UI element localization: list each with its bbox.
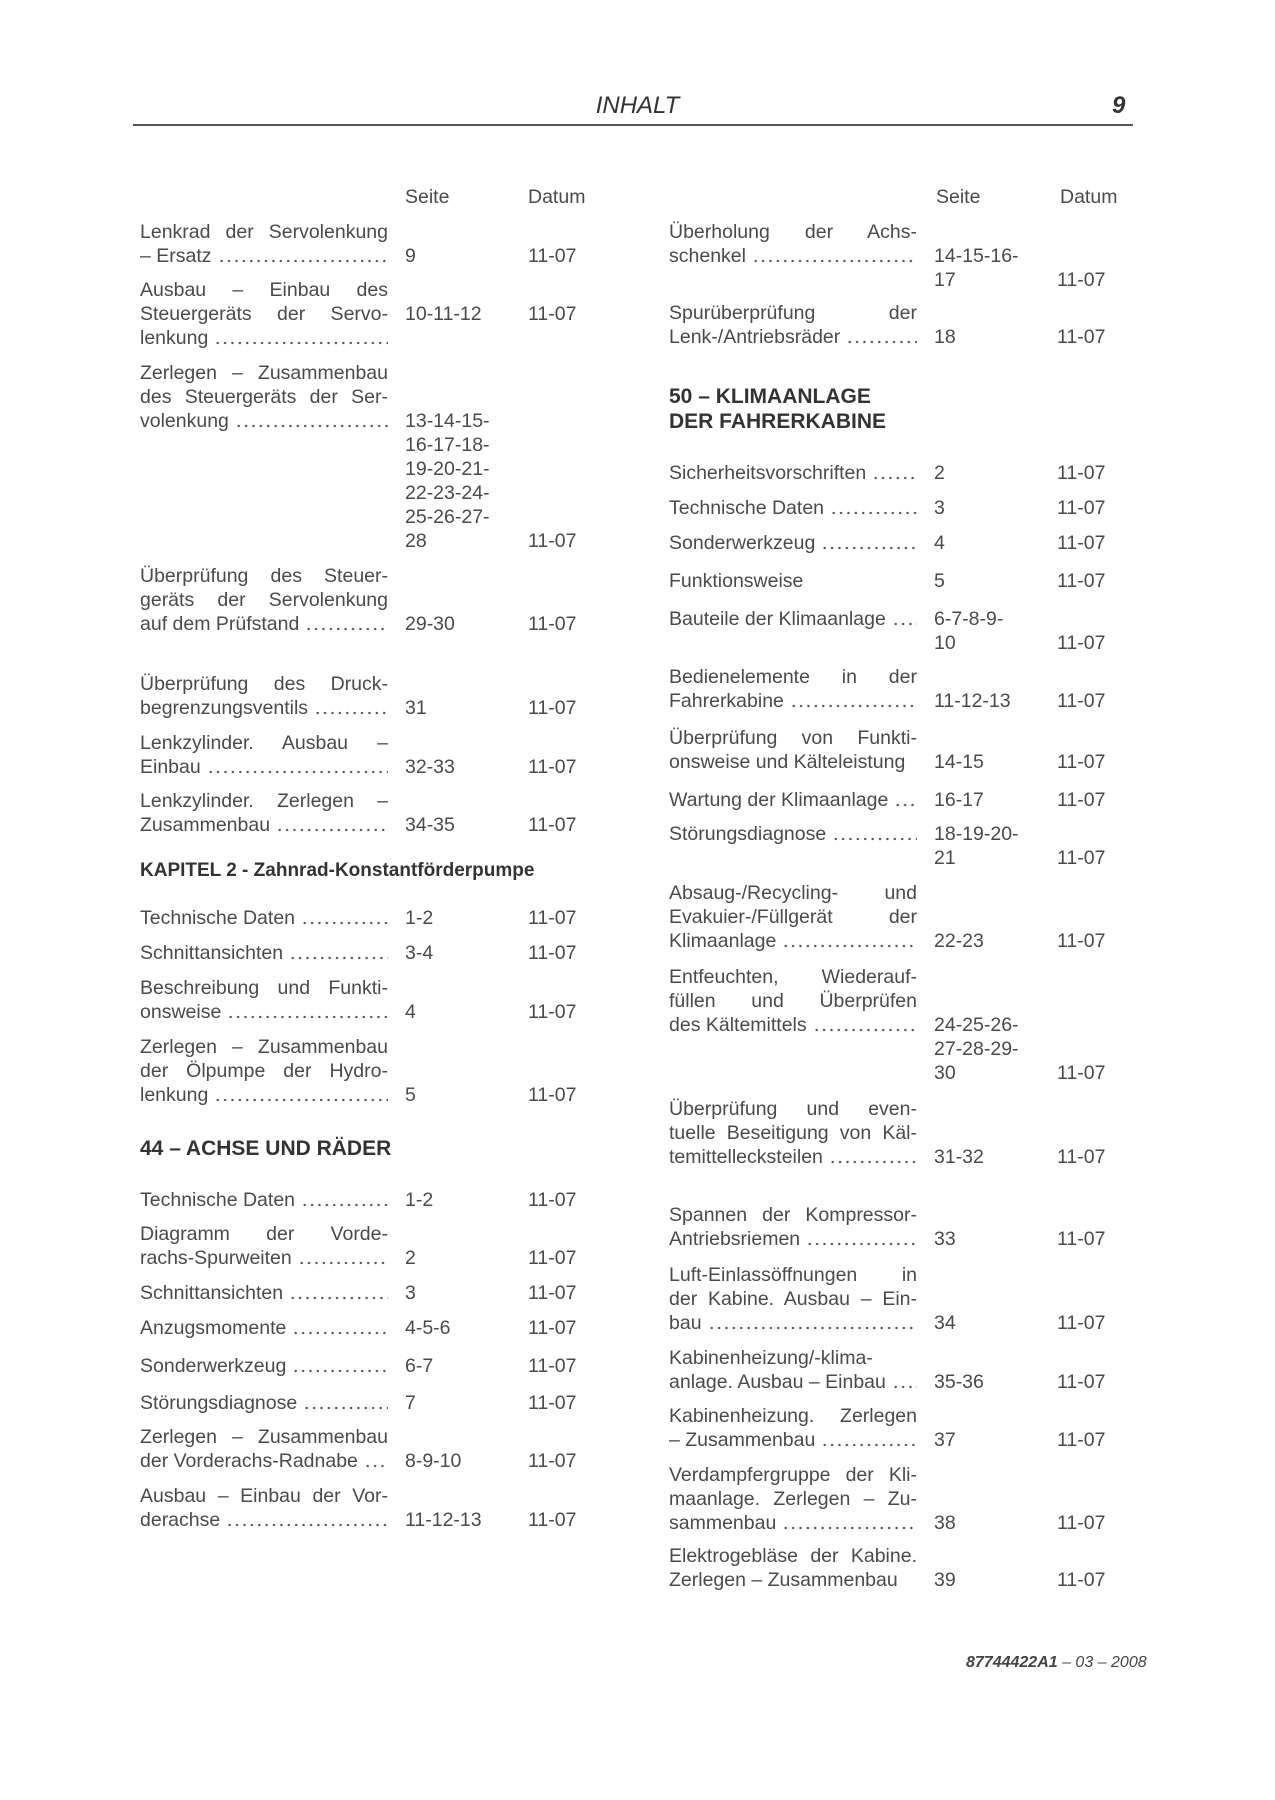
entry-title — [669, 822, 917, 846]
entry-title — [669, 665, 917, 713]
dot-leader — [364, 1449, 388, 1468]
entry-date: 11-07 — [1057, 1312, 1106, 1334]
entry-title-line: tuelle Beseitigung von Käl- — [669, 1122, 917, 1144]
entry-title — [140, 564, 388, 636]
entry-title-line — [669, 788, 917, 812]
entry-title-line — [140, 1449, 388, 1473]
entry-title-line: Überprüfung von Funkti- — [669, 727, 917, 749]
dot-leader — [292, 1316, 388, 1335]
entry-page: 13-14-15- — [405, 410, 490, 432]
entry-page: 32-33 — [405, 756, 455, 778]
entry-date: 11-07 — [1057, 690, 1106, 712]
entry-page: 7 — [405, 1392, 416, 1414]
dot-leader — [752, 244, 917, 263]
document-footer — [966, 1654, 1147, 1672]
entry-page: 21 — [934, 847, 956, 869]
section-heading-line: 50 – KLIMAANLAGE — [669, 385, 871, 408]
entry-title — [669, 607, 917, 631]
entry-page: 14-15-16- — [934, 245, 1019, 267]
entry-page: 34 — [934, 1312, 956, 1334]
entry-title-text: Technische Daten — [669, 497, 825, 519]
entry-title — [669, 1203, 917, 1251]
dot-leader — [214, 1083, 388, 1102]
dot-leader — [892, 607, 917, 626]
entry-title — [669, 569, 917, 593]
entry-title-line: Spurüberprüfung der — [669, 302, 917, 324]
entry-title-text: rachs-Spurweiten — [140, 1247, 292, 1269]
entry-title-text: lenkung — [140, 1084, 209, 1106]
entry-title-line — [140, 1281, 388, 1305]
dot-leader — [894, 788, 917, 807]
entry-title-line: Steuergeräts der Servo- — [140, 303, 388, 325]
entry-date: 11-07 — [1057, 570, 1106, 592]
entry-title-line: Überprüfung des Druck- — [140, 673, 388, 695]
page-header-title: INHALT — [595, 92, 680, 119]
entry-page: 38 — [934, 1512, 956, 1534]
entry-title-text: Schnittansichten — [140, 1282, 284, 1304]
entry-date: 11-07 — [528, 1317, 577, 1339]
entry-page: 1-2 — [405, 907, 434, 929]
entry-title-text: lenkung — [140, 327, 209, 349]
entry-title-line: Luft-Einlassöffnungen in — [669, 1264, 917, 1286]
dot-leader — [790, 689, 917, 708]
entry-title-text: – Ersatz — [140, 245, 212, 267]
entry-title — [669, 461, 917, 485]
entry-date: 11-07 — [1057, 1371, 1106, 1393]
entry-title-line: Diagramm der Vorde- — [140, 1223, 388, 1245]
entry-title — [669, 1263, 917, 1335]
entry-title-text: – Zusammenbau — [669, 1429, 816, 1451]
entry-title-line: Lenkzylinder. Zerlegen – — [140, 790, 388, 812]
entry-date: 11-07 — [1057, 1228, 1106, 1250]
entry-date: 11-07 — [1057, 1512, 1106, 1534]
entry-date: 11-07 — [528, 1084, 577, 1106]
entry-title-line — [140, 1188, 388, 1212]
entry-page: 37 — [934, 1429, 956, 1451]
entry-title — [669, 1097, 917, 1169]
entry-title-line — [669, 1568, 917, 1592]
entry-title-line — [669, 325, 917, 349]
entry-date: 11-07 — [528, 814, 577, 836]
entry-title-text: Funktionsweise — [669, 570, 804, 592]
entry-title — [140, 1354, 388, 1378]
dot-leader — [708, 1311, 917, 1330]
entry-page: 18 — [934, 326, 956, 348]
entry-title-line — [140, 906, 388, 930]
entry-title-line — [669, 1227, 917, 1251]
entry-page: 30 — [934, 1062, 956, 1084]
dot-leader — [829, 1145, 917, 1164]
entry-title-line — [669, 1145, 917, 1169]
entry-date: 11-07 — [1057, 930, 1106, 952]
dot-leader — [289, 1281, 388, 1300]
entry-title — [669, 1463, 917, 1535]
entry-title — [140, 906, 388, 930]
entry-page: 22-23 — [934, 930, 984, 952]
entry-title-text: onsweise — [140, 1001, 222, 1023]
column-header-datum: Datum — [1060, 186, 1118, 208]
entry-page: 5 — [934, 570, 945, 592]
dot-leader — [276, 813, 388, 832]
entry-title-text: temittellecksteilen — [669, 1146, 823, 1168]
dot-leader — [226, 1508, 388, 1527]
entry-title-text: Zusammenbau — [140, 814, 271, 836]
entry-title-line — [140, 941, 388, 965]
dot-leader — [846, 325, 917, 344]
entry-title-line: des Steuergeräts der Ser- — [140, 386, 388, 408]
entry-date: 11-07 — [1057, 1062, 1106, 1084]
entry-title — [140, 1425, 388, 1473]
entry-title-line — [669, 607, 917, 631]
entry-title-line: füllen und Überprüfen — [669, 990, 917, 1012]
entry-title-line — [140, 1246, 388, 1270]
dot-leader — [782, 929, 917, 948]
entry-page: 17 — [934, 269, 956, 291]
entry-title-line — [669, 689, 917, 713]
entry-title-line — [669, 1370, 917, 1394]
column-header-seite: Seite — [405, 186, 450, 208]
entry-page: 3 — [934, 497, 945, 519]
entry-title-line: der Ölpumpe der Hydro- — [140, 1060, 388, 1082]
entry-title — [140, 1188, 388, 1212]
dot-leader — [301, 906, 388, 925]
entry-title-line — [140, 244, 388, 268]
entry-date: 11-07 — [528, 1355, 577, 1377]
dot-leader — [821, 531, 917, 550]
entry-title-line: Überprüfung des Steuer- — [140, 565, 388, 587]
entry-page: 3-4 — [405, 942, 434, 964]
entry-title-line — [140, 612, 388, 636]
dot-leader — [305, 612, 388, 631]
section-heading — [669, 384, 886, 434]
entry-page: 25-26-27- — [405, 506, 490, 528]
section-heading — [140, 860, 534, 882]
entry-date: 11-07 — [1057, 269, 1106, 291]
entry-title — [669, 726, 917, 774]
entry-title-text: schenkel — [669, 245, 746, 267]
entry-title — [140, 731, 388, 779]
entry-title-line: Entfeuchten, Wiederauf- — [669, 966, 917, 988]
dot-leader — [218, 244, 388, 263]
column-header-seite: Seite — [936, 186, 981, 208]
entry-title — [669, 1544, 917, 1592]
entry-page: 11-12-13 — [934, 690, 1011, 712]
entry-title-text: Fahrerkabine — [669, 690, 784, 712]
entry-page: 19-20-21- — [405, 458, 490, 480]
entry-title-line — [669, 822, 917, 846]
page-number: 9 — [1112, 92, 1126, 119]
dot-leader — [314, 696, 388, 715]
dot-leader — [303, 1391, 388, 1410]
entry-title-line — [140, 1508, 388, 1532]
entry-title-line — [669, 1428, 917, 1452]
entry-title-line: Überprüfung und even- — [669, 1098, 917, 1120]
entry-title — [669, 881, 917, 953]
entry-title-line — [140, 1316, 388, 1340]
dot-leader — [214, 326, 388, 345]
dot-leader — [782, 1511, 917, 1530]
entry-title-line: Kabinenheizung/-klima- — [669, 1347, 873, 1369]
section-heading-line: 44 – ACHSE UND RÄDER — [140, 1137, 392, 1160]
entry-page: 34-35 — [405, 814, 455, 836]
entry-date: 11-07 — [528, 942, 577, 964]
entry-page: 24-25-26- — [934, 1014, 1019, 1036]
entry-page: 39 — [934, 1569, 956, 1591]
entry-page: 8-9-10 — [405, 1450, 462, 1472]
entry-title-text: begrenzungsventils — [140, 697, 309, 719]
entry-title — [140, 1222, 388, 1270]
entry-title-text: sammenbau — [669, 1512, 777, 1534]
entry-date: 11-07 — [528, 907, 577, 929]
entry-date: 11-07 — [528, 530, 577, 552]
entry-date: 11-07 — [528, 1450, 577, 1472]
entry-title-line: Lenkrad der Servolenkung — [140, 221, 388, 243]
entry-page: 6-7-8-9- — [934, 608, 1004, 630]
entry-title-text: der Vorderachs-Radnabe — [140, 1450, 358, 1472]
entry-title — [140, 1316, 388, 1340]
entry-title-line: Ausbau – Einbau des — [140, 279, 388, 301]
entry-title-line — [669, 531, 917, 555]
entry-title — [140, 361, 388, 433]
dot-leader — [292, 1354, 388, 1373]
dot-leader — [301, 1188, 388, 1207]
entry-title-line: Absaug-/Recycling- und — [669, 882, 917, 904]
entry-title-text: Störungsdiagnose — [140, 1392, 298, 1414]
dot-leader — [830, 496, 917, 515]
entry-title-line — [669, 1511, 917, 1535]
entry-title-line: Beschreibung und Funkti- — [140, 977, 388, 999]
entry-page: 29-30 — [405, 613, 455, 635]
entry-date: 11-07 — [1057, 1569, 1106, 1591]
entry-title — [140, 789, 388, 837]
entry-title-text: Sonderwerkzeug — [669, 532, 816, 554]
entry-page: 28 — [405, 530, 427, 552]
entry-title-text: Sicherheitsvorschriften — [669, 462, 867, 484]
dot-leader — [227, 1000, 388, 1019]
section-heading — [140, 1136, 391, 1161]
entry-title-text: Technische Daten — [140, 1189, 296, 1211]
entry-title-text: Anzugsmomente — [140, 1317, 287, 1339]
entry-title-text: Zerlegen – Zusammenbau — [669, 1569, 898, 1591]
entry-title-text: Bauteile der Klimaanlage — [669, 608, 886, 630]
entry-title-text: Lenk-/Antriebsräder — [669, 326, 841, 348]
entry-title-text: derachse — [140, 1509, 221, 1531]
entry-title — [669, 220, 917, 268]
dot-leader — [289, 941, 388, 960]
entry-title — [140, 220, 388, 268]
entry-page: 27-28-29- — [934, 1038, 1019, 1060]
entry-title-line — [140, 813, 388, 837]
entry-title — [669, 1346, 917, 1394]
entry-title-text: auf dem Prüfstand — [140, 613, 300, 635]
entry-title-line — [669, 929, 917, 953]
dot-leader — [813, 1013, 917, 1032]
entry-page: 2 — [405, 1247, 416, 1269]
entry-date: 11-07 — [528, 1392, 577, 1414]
document-number: 87744422A1 — [966, 1654, 1058, 1671]
entry-title-line — [140, 696, 388, 720]
entry-title-line: geräts der Servolenkung — [140, 589, 388, 611]
entry-title-text: volenkung — [140, 410, 229, 432]
entry-date: 11-07 — [528, 756, 577, 778]
entry-title-line — [669, 244, 917, 268]
entry-title — [140, 1281, 388, 1305]
entry-title-text: des Kältemittels — [669, 1014, 807, 1036]
section-heading-line: DER FAHRERKABINE — [669, 410, 887, 433]
entry-title-text: Wartung der Klimaanlage — [669, 789, 889, 811]
entry-date: 11-07 — [528, 245, 577, 267]
entry-date: 11-07 — [528, 1282, 577, 1304]
entry-date: 11-07 — [528, 1247, 577, 1269]
entry-page: 2 — [934, 462, 945, 484]
entry-date: 11-07 — [528, 303, 577, 325]
entry-page: 4 — [934, 532, 945, 554]
entry-title-text: Schnittansichten — [140, 942, 284, 964]
entry-title-line: Verdampfergruppe der Kli- — [669, 1464, 917, 1486]
entry-date: 11-07 — [1057, 1146, 1106, 1168]
entry-title — [140, 1035, 388, 1107]
dot-leader — [821, 1428, 917, 1447]
dot-leader — [806, 1227, 917, 1246]
entry-title — [140, 1484, 388, 1532]
entry-title-line: Ausbau – Einbau der Vor- — [140, 1485, 388, 1507]
entry-title — [140, 1391, 388, 1415]
entry-title-text: Klimaanlage — [669, 930, 777, 952]
entry-title-line: der Kabine. Ausbau – Ein- — [669, 1288, 917, 1310]
dot-leader — [872, 461, 917, 480]
entry-date: 11-07 — [528, 613, 577, 635]
entry-title-text: Technische Daten — [140, 907, 296, 929]
entry-date: 11-07 — [1057, 326, 1106, 348]
section-heading-line: KAPITEL 2 - Zahnrad-Konstantförderpumpe — [140, 860, 535, 881]
entry-page: 22-23-24- — [405, 482, 490, 504]
entry-title — [669, 531, 917, 555]
entry-page: 10-11-12 — [405, 303, 482, 325]
entry-page: 18-19-20- — [934, 823, 1019, 845]
entry-title — [669, 301, 917, 349]
entry-title-line — [669, 1311, 917, 1335]
entry-title-line — [669, 569, 917, 593]
entry-title — [140, 672, 388, 720]
entry-page: 35-36 — [934, 1371, 984, 1393]
entry-page: 14-15 — [934, 751, 984, 773]
entry-title-text: anlage. Ausbau – Einbau — [669, 1371, 886, 1393]
entry-page: 4 — [405, 1001, 416, 1023]
entry-title-line — [140, 1083, 388, 1107]
entry-page: 9 — [405, 245, 416, 267]
entry-title-line: Lenkzylinder. Ausbau – — [140, 732, 388, 754]
entry-title-text: Störungsdiagnose — [669, 823, 827, 845]
entry-date: 11-07 — [1057, 789, 1106, 811]
entry-page: 3 — [405, 1282, 416, 1304]
entry-page: 31 — [405, 697, 427, 719]
entry-title-line — [140, 1391, 388, 1415]
entry-title — [669, 965, 917, 1037]
entry-page: 5 — [405, 1084, 416, 1106]
entry-title-line: Zerlegen – Zusammenbau — [140, 362, 388, 384]
header-rule — [133, 124, 1133, 126]
entry-date: 11-07 — [1057, 751, 1106, 773]
entry-page: 16-17-18- — [405, 434, 490, 456]
entry-date: 11-07 — [1057, 497, 1106, 519]
entry-title-line: maanlage. Zerlegen – Zu- — [669, 1488, 917, 1510]
entry-title-line — [669, 750, 917, 774]
entry-date: 11-07 — [528, 1001, 577, 1023]
dot-leader — [298, 1246, 388, 1265]
entry-date: 11-07 — [1057, 462, 1106, 484]
dot-leader — [207, 755, 388, 774]
entry-page: 1-2 — [405, 1189, 434, 1211]
entry-title-line: Evakuier-/Füllgerät der — [669, 906, 917, 928]
entry-title-line — [669, 1013, 917, 1037]
entry-title — [669, 1404, 917, 1452]
entry-date: 11-07 — [528, 697, 577, 719]
entry-title-line: Zerlegen – Zusammenbau — [140, 1036, 388, 1058]
entry-title-text: Antriebsriemen — [669, 1228, 801, 1250]
entry-title — [669, 788, 917, 812]
entry-page: 16-17 — [934, 789, 984, 811]
entry-title — [140, 278, 388, 350]
entry-page: 10 — [934, 632, 956, 654]
entry-title-line — [669, 461, 917, 485]
entry-title-text: Einbau — [140, 756, 201, 778]
entry-page: 6-7 — [405, 1355, 434, 1377]
entry-title-line: Kabinenheizung. Zerlegen — [669, 1405, 917, 1427]
dot-leader — [235, 409, 388, 428]
entry-date: 11-07 — [528, 1509, 577, 1531]
entry-title-line — [140, 1354, 388, 1378]
entry-page: 31-32 — [934, 1146, 984, 1168]
entry-title-text: Sonderwerkzeug — [140, 1355, 287, 1377]
entry-title — [140, 941, 388, 965]
entry-date: 11-07 — [1057, 847, 1106, 869]
dot-leader — [892, 1370, 917, 1389]
entry-title-line — [140, 755, 388, 779]
column-header-datum: Datum — [528, 186, 586, 208]
entry-title-line — [140, 1000, 388, 1024]
document-date: – 03 – 2008 — [1057, 1654, 1147, 1671]
entry-date: 11-07 — [1057, 532, 1106, 554]
entry-title — [669, 496, 917, 520]
entry-date: 11-07 — [1057, 1429, 1106, 1451]
entry-title-line — [140, 409, 388, 433]
entry-title-line — [669, 496, 917, 520]
entry-title-line — [140, 326, 388, 350]
entry-title — [140, 976, 388, 1024]
entry-page: 11-12-13 — [405, 1509, 482, 1531]
entry-page: 33 — [934, 1228, 956, 1250]
entry-date: 11-07 — [528, 1189, 577, 1211]
entry-title-line: Überholung der Achs- — [669, 221, 917, 243]
entry-title-line: Elektrogebläse der Kabine. — [669, 1545, 917, 1567]
entry-title-text: onsweise und Kälteleistung — [669, 751, 906, 773]
entry-title-text: bau — [669, 1312, 702, 1334]
entry-page: 4-5-6 — [405, 1317, 451, 1339]
entry-title-line: Bedienelemente in der — [669, 666, 917, 688]
dot-leader — [832, 822, 917, 841]
entry-date: 11-07 — [1057, 632, 1106, 654]
entry-title-line: Zerlegen – Zusammenbau — [140, 1426, 388, 1448]
entry-title-line: Spannen der Kompressor- — [669, 1204, 917, 1226]
